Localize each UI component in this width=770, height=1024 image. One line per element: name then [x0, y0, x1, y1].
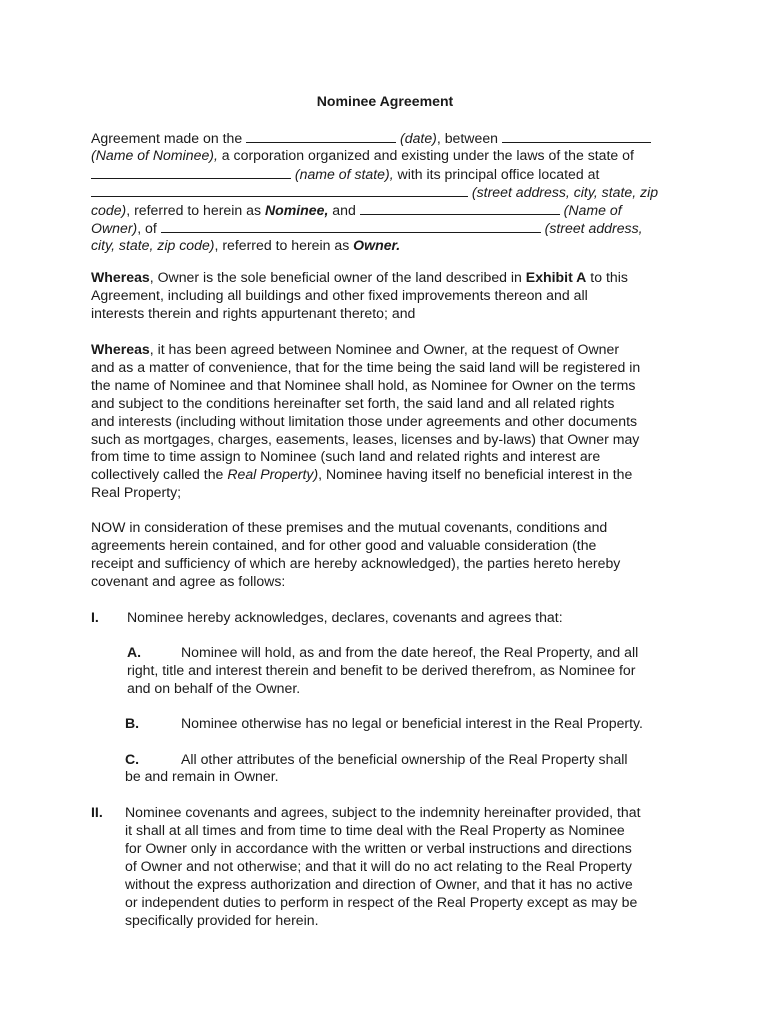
clause-a-line-3: and on behalf of the Owner.	[127, 680, 301, 696]
clause-b-marker: B.	[125, 715, 140, 731]
clause-a-marker: A.	[127, 644, 142, 660]
owner-name-blank[interactable]	[360, 201, 560, 215]
intro-line-3: (name of state), with its principal office located at	[91, 165, 599, 184]
clause-c-line-2: be and remain in Owner.	[125, 768, 279, 784]
clause-b-line-1: Nominee otherwise has no legal or beneficial interest in the Real Property.	[181, 715, 643, 731]
clause-c-marker: C.	[125, 751, 140, 767]
whereas2-line-2: and as a matter of convenience, that for the time being the said land will be registered in	[91, 359, 641, 375]
intro-line-7: city, state, zip code), referred to herein as Owner.	[91, 237, 401, 253]
whereas2-line-1: Whereas, it has been agreed between Nominee and Owner, at the request of Owner	[91, 341, 620, 357]
section-1-text: Nominee hereby acknowledges, declares, covenants and agrees that:	[127, 609, 563, 625]
intro-line-6: Owner), of (street address,	[91, 220, 643, 236]
now-line-2: agreements herein contained, and for other good and valuable consideration (the	[91, 537, 597, 553]
whereas2-line-7: from time to time assign to Nominee (such land and related rights and interest are	[91, 448, 601, 464]
nominee-name-blank[interactable]	[502, 129, 651, 143]
whereas1-line-2: Agreement, including all buildings and other fixed improvements thereon and all	[91, 287, 588, 303]
nominee-address-blank[interactable]	[91, 183, 468, 197]
whereas2-line-6: such as mortgages, charges, easements, leases, licenses and by-laws) that Owner may	[91, 431, 640, 447]
intro-line-2: (Name of Nominee), a corporation organized and existing under the laws of the state of	[91, 147, 634, 163]
whereas1-line-1: Whereas, Owner is the sole beneficial owner of the land described in Exhibit A to this	[91, 269, 628, 285]
clause-a-line-1: Nominee will hold, as and from the date hereof, the Real Property, and all	[181, 644, 639, 660]
whereas2-line-9: Real Property;	[91, 484, 182, 500]
section-2-line-5: without the express authorization and direction of Owner, and that it has no active	[125, 876, 633, 892]
clause-a-line-2: right, title and interest therein and benefit to be derived therefrom, as Nominee for	[127, 662, 636, 678]
now-line-3: receipt and sufficiency of which are hereby acknowledged), the parties hereto hereby	[91, 555, 621, 571]
section-2-line-1: Nominee covenants and agrees, subject to the indemnity hereinafter provided, that	[125, 804, 641, 820]
document-title: Nominee Agreement	[316, 93, 454, 109]
state-blank[interactable]	[91, 165, 291, 179]
section-2-line-4: of Owner and not otherwise; and that it will do no act relating to the Real Property	[125, 858, 632, 874]
whereas2-line-4: and subject to the conditions hereinafter set forth, the said land and all related rights	[91, 395, 615, 411]
now-line-4: covenant and agree as follows:	[91, 573, 286, 589]
intro-line-5: code), referred to herein as Nominee, and (Name of	[91, 202, 622, 218]
date-blank[interactable]	[246, 129, 396, 143]
section-2-marker: II.	[91, 804, 103, 820]
section-2-line-7: specifically provided for herein.	[125, 912, 319, 928]
clause-c-line-1: All other attributes of the beneficial ownership of the Real Property shall	[181, 751, 628, 767]
intro-line-4: (street address, city, state, zip	[91, 183, 658, 202]
section-1-marker: I.	[91, 609, 99, 625]
owner-address-blank[interactable]	[161, 219, 541, 233]
now-line-1: NOW in consideration of these premises and the mutual covenants, conditions and	[91, 519, 608, 535]
whereas2-line-8: collectively called the Real Property), Nominee having itself no beneficial interest in the	[91, 466, 633, 482]
whereas1-line-3: interests therein and rights appurtenant thereto; and	[91, 305, 416, 321]
section-2-line-3: for Owner only in accordance with the written or verbal instructions and directions	[125, 840, 632, 856]
section-2-line-6: or independent duties to perform in respect of the Real Property except as may be	[125, 894, 638, 910]
section-2-line-2: it shall at all times and from time to time deal with the Real Property as Nominee	[125, 822, 625, 838]
whereas2-line-5: and interests (including without limitation those under agreements and other documents	[91, 413, 638, 429]
whereas2-line-3: the name of Nominee and that Nominee shall hold, as Nominee for Owner on the terms	[91, 377, 636, 393]
intro-line-1: Agreement made on the (date), between	[91, 129, 651, 148]
